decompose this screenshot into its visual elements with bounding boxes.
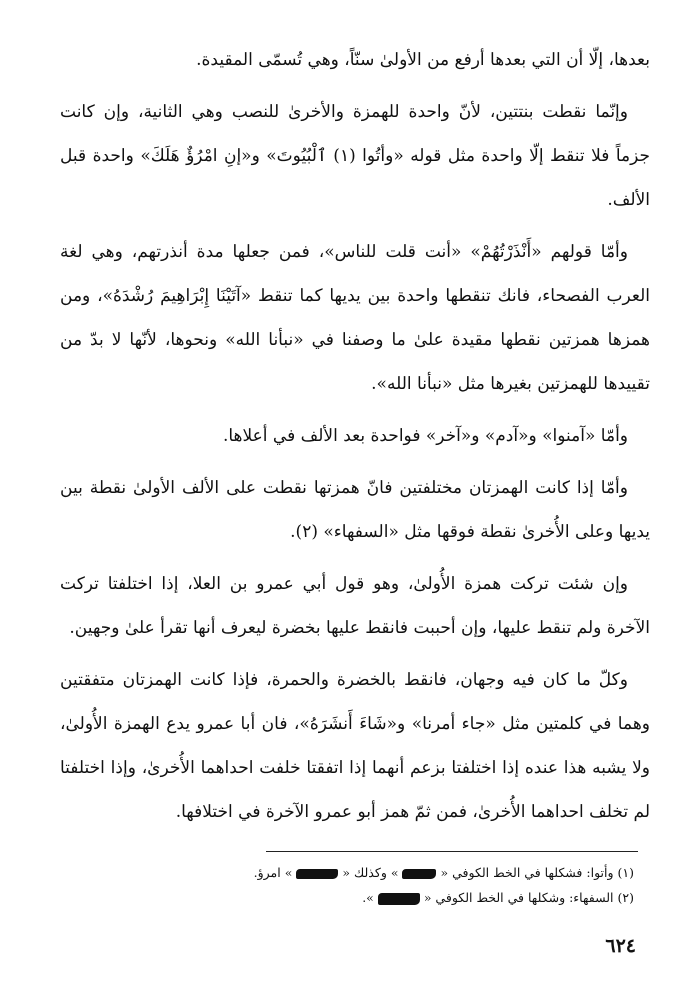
- kufi-script-icon: [378, 893, 420, 905]
- footnote-2: [60, 885, 634, 910]
- footnote-text: وأتوا: فشكلها في الخط الكوفي «: [440, 865, 614, 880]
- footnote-1: [60, 860, 634, 885]
- paragraph-6: وإن شئت تركت همزة الأُولىٰ، وهو قول أبي عمرو بن العلا، إذا اختلفتا تركت الآخرة ولم تنقط عليها، وإن أحببت فانقط عليها بخضرة ليعرف أنها تقرأ علىٰ وجهين.: [60, 574, 650, 638]
- paragraph-2: وإنّما نقطت بنتتين، لأنّ واحدة للهمزة والأخرىٰ للنصب وهي الثانية، وإن كانت جزماً فلا تنقط إلّا واحدة مثل قوله «وأتُوا (١) ٱلْبُيُوتَ» و«إنِ امْرُؤٌ هَلَكَ» واحدة قبل الألف.: [60, 102, 650, 210]
- footnote-text: ».: [362, 890, 374, 905]
- footnote-text: » وكذلك «: [342, 865, 399, 880]
- footnote-text: » امرؤ.: [253, 865, 293, 880]
- paragraph-3: وأمّا قولهم «أَنْذَرْتُهُمْ» «أنت قلت للناس»، فمن جعلها مدة أنذرتهم، وهي لغة العرب الفصحاء، فانك تنقطها واحدة بين يديها كما تنقط «آتَيْنَا إِبْرَاهِيمَ رُشْدَهُ»، ومن همزها همزتين نقطها مقيدة علىٰ ما وصفنا في «نبأنا الله» ونحوها، لأنّها لا بدّ من تقييدها للهمزتين بغيرها مثل «نبأنا الله».: [60, 242, 650, 394]
- page-number: ٦٢٤: [605, 935, 636, 957]
- footnotes: [60, 860, 634, 910]
- paragraph-7: وكلّ ما كان فيه وجهان، فانقط بالخضرة والحمرة، فإذا كانت الهمزتان متفقتين وهما في كلمتين مثل «جاء أمرنا» و«شَاءَ أَنشَرَهُ»، فان أبا عمرو يدع الهمزة الأُولىٰ، ولا يشبه هذا عنده إذا اختلفتا بزعم أنهما إذا اتفقتا خلفت احداهما الأُخرىٰ، وإذا اختلفتا لم تخلف احداهما الأُخرىٰ، فمن ثمّ همز أبو عمرو الآخرة في اختلافها.: [60, 670, 650, 822]
- body-text: [60, 38, 650, 834]
- footnote-text: السفهاء: وشكلها في الخط الكوفي «: [423, 890, 614, 905]
- paragraph-1: بعدها، إلّا أن التي بعدها أرفع من الأولىٰ سنّاً، وهي تُسمّى المقيدة.: [196, 50, 650, 70]
- footnote-divider: [266, 851, 638, 852]
- paragraph-4: وأمّا «آمنوا» و«آدم» و«آخر» فواحدة بعد الألف في أعلاها.: [222, 426, 628, 446]
- paragraph-5: وأمّا إذا كانت الهمزتان مختلفتين فانّ همزتها نقطت على الألف الأولىٰ نقطة بين يديها وعلى الأُخرىٰ نقطة فوقها مثل «السفهاء» (٢).: [60, 478, 650, 542]
- footnote-marker: (٢): [617, 890, 634, 905]
- kufi-script-icon: [296, 869, 338, 879]
- footnote-marker: (١): [617, 865, 634, 880]
- kufi-script-icon: [402, 869, 436, 879]
